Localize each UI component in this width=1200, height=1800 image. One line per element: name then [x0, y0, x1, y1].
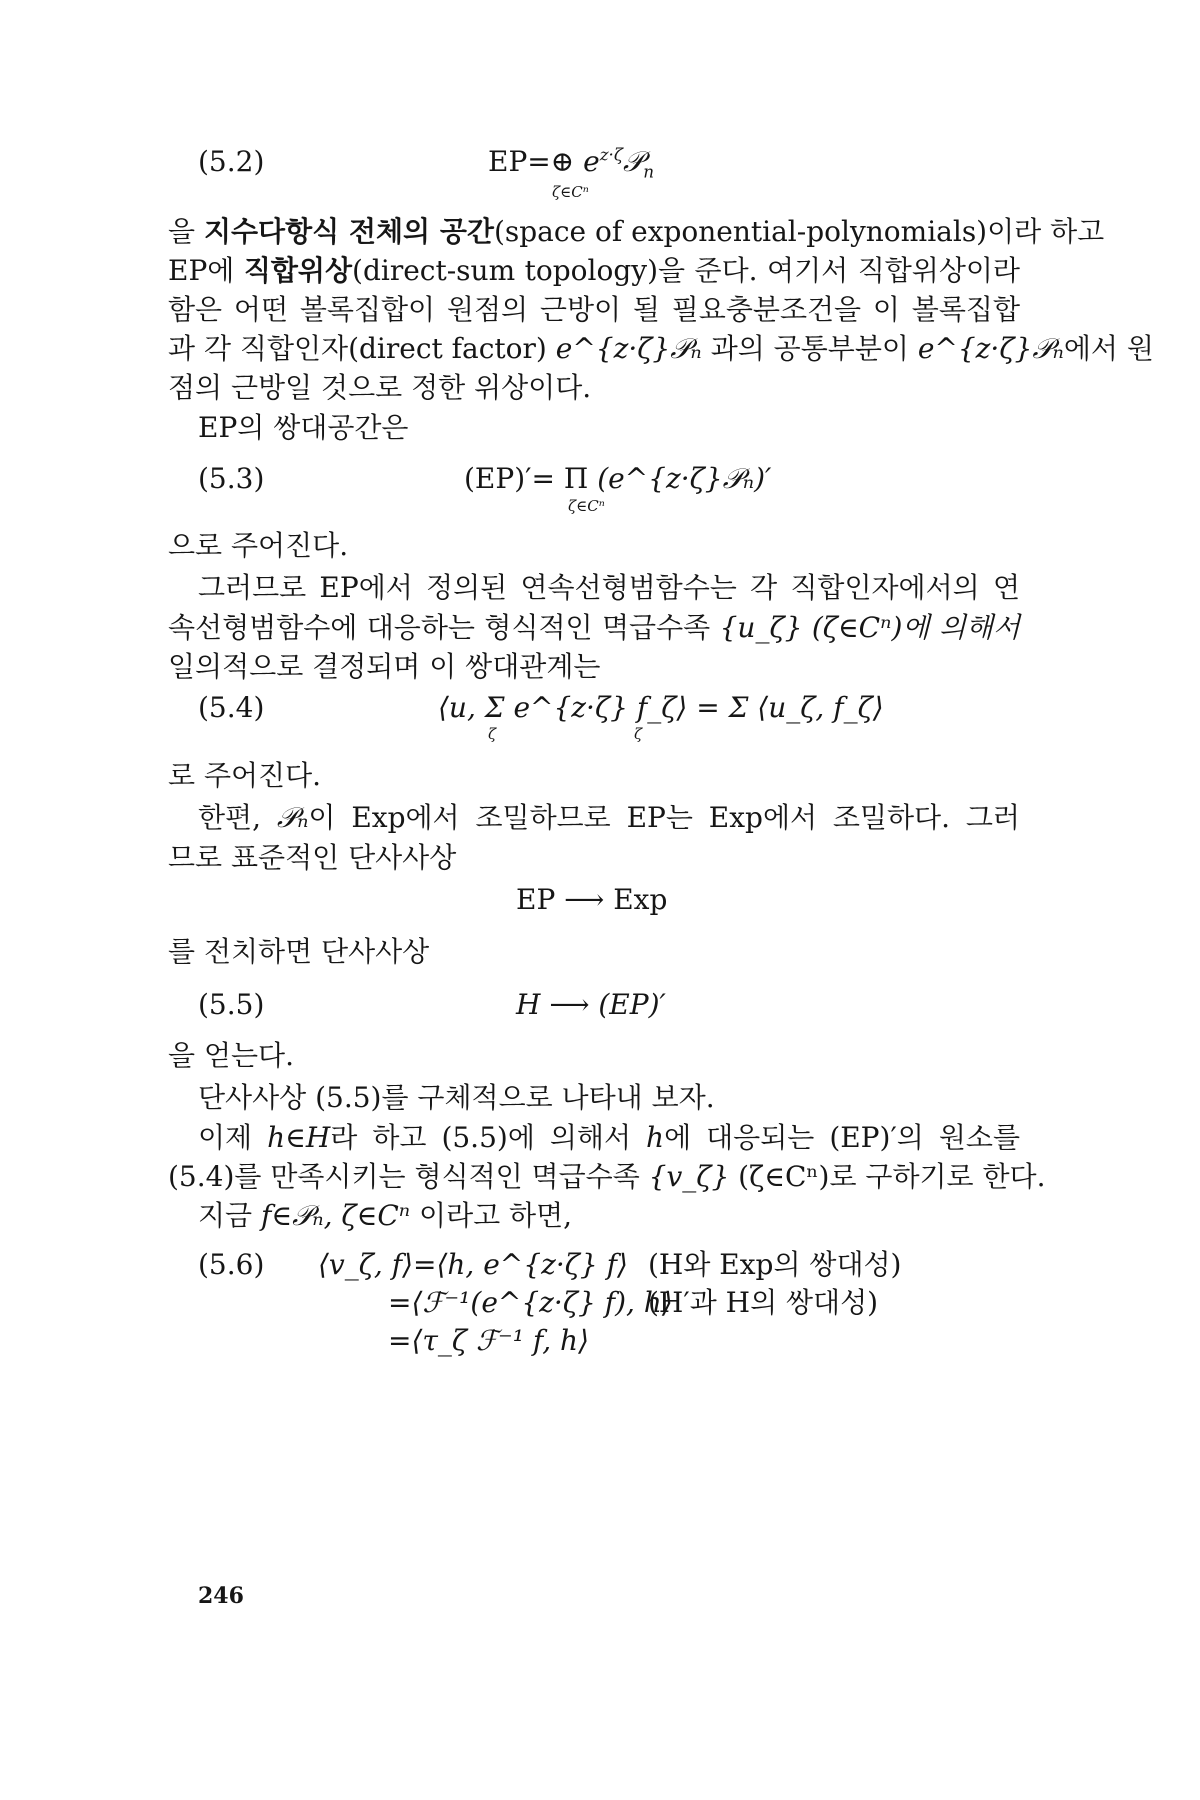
eq-5-6-row1-note: (H와 Exp의 쌍대성): [648, 1248, 902, 1281]
math-inline: e^{z·ζ}𝒫ₙ: [917, 332, 1064, 365]
para4-line2: [168, 1157, 1046, 1197]
para3-line2: 므로 표준적인 단사사상: [168, 841, 457, 874]
obtain-line: 을 얻는다.: [168, 1039, 294, 1072]
text: (ζ∈Cⁿ)에 의해서: [802, 611, 1020, 644]
text: 라 하고 (5.5)에 의해서: [330, 1121, 647, 1154]
math-inline: 𝒫ₙ: [276, 801, 309, 834]
equation-number-5-2: (5.2): [198, 145, 265, 178]
text: 에서 원: [1063, 332, 1154, 365]
eq-5-6-row1: ⟨v_ζ, f⟩=⟨h, e^{z·ζ} f⟩: [318, 1248, 628, 1281]
text: 에 대응되는 (EP)′의 원소를: [664, 1121, 1021, 1154]
equation-number-5-5: (5.5): [198, 988, 265, 1021]
text: 한편,: [198, 801, 277, 834]
text: (e^{z·ζ}𝒫ₙ)′: [597, 462, 772, 495]
eq-5-2-exponent: z·ζ: [599, 144, 623, 165]
equation-number-5-3: (5.3): [198, 462, 265, 495]
math-inline: f∈𝒫ₙ, ζ∈Cⁿ: [261, 1199, 411, 1232]
eq-5-2-subscript: n: [643, 161, 654, 182]
text: (EP)′=: [464, 462, 555, 495]
text: 속선형범함수에 대응하는 형식적인 멱급수족: [168, 611, 720, 644]
eq-5-6-row2-note: (H′과 H의 쌍대성): [648, 1286, 879, 1319]
page-number: 246: [198, 1583, 244, 1609]
text: (direct-sum topology)을 준다. 여기서 직합위상이라: [352, 254, 1020, 287]
eq-5-2-space: 𝒫: [622, 145, 644, 178]
map-ep-exp: EP ⟶ Exp: [516, 883, 668, 916]
text: 과의 공통부분이: [710, 332, 918, 365]
equation-5-2: [488, 142, 654, 182]
text: (ζ∈Cⁿ)로 구하기로 한다.: [729, 1160, 1046, 1193]
equation-number-5-6: (5.6): [198, 1248, 265, 1281]
para1-line3: 함은 어떤 볼록집합이 원점의 근방이 될 필요충분조건을 이 볼록집합: [168, 293, 1020, 326]
text: 과 각 직합인자(direct factor): [168, 332, 556, 365]
para2-line2: [168, 608, 1020, 648]
text: 지금: [198, 1199, 261, 1232]
product-symbol: Π: [563, 462, 589, 495]
para1-line4: [168, 329, 1154, 369]
equation-5-5: H ⟶ (EP)′: [516, 988, 666, 1021]
para2-line3: 일의적으로 결정되며 이 쌍대관계는: [168, 650, 601, 683]
equation-number-5-4: (5.4): [198, 691, 265, 724]
math-inline: {u_ζ}: [719, 611, 803, 644]
concrete-line: 단사사상 (5.5)를 구체적으로 나타내 보자.: [198, 1081, 715, 1114]
eq-5-2-lhs: EP=: [488, 145, 551, 178]
math-inline: e^{z·ζ}𝒫ₙ: [555, 332, 702, 365]
term-exponential-polynomials: 지수다항식 전체의 공간: [203, 215, 494, 248]
term-direct-sum-topology: 직합위상: [243, 254, 353, 287]
para2-line1: 그러므로 EP에서 정의된 연속선형범함수는 각 직합인자에서의 연: [198, 571, 1020, 604]
eq-5-2-index: ζ∈Cⁿ: [552, 183, 589, 201]
direct-sum-symbol: ⊕: [550, 145, 575, 178]
eq-5-2-base: e: [583, 145, 600, 178]
eq-5-6-row3: =⟨τ_ζ ℱ⁻¹ f, h⟩: [388, 1324, 589, 1357]
eq-5-3-index: ζ∈Cⁿ: [568, 497, 605, 515]
math-inline: h: [646, 1121, 665, 1154]
eq-5-6-row2: =⟨ℱ⁻¹(e^{z·ζ} f), h⟩: [388, 1286, 673, 1319]
para1-line2: [168, 251, 1020, 291]
para1-line5: 점의 근방일 것으로 정한 위상이다.: [168, 371, 592, 404]
text: (5.4)를 만족시키는 형식적인 멱급수족: [168, 1160, 649, 1193]
para3-line1: [198, 798, 1020, 838]
para4-line3: [198, 1196, 1020, 1236]
text: 이 Exp에서 조밀하므로 EP는 Exp에서 조밀하다. 그러: [308, 801, 1020, 834]
math-inline: {v_ζ}: [648, 1160, 730, 1193]
eq-5-4-index-right: ζ: [634, 725, 643, 743]
given-line-2: 로 주어진다.: [168, 759, 322, 792]
math-inline: h∈H: [267, 1121, 331, 1154]
text: 을: [168, 215, 204, 248]
text: (space of exponential-polynomials)이라 하고: [493, 215, 1105, 248]
equation-5-4: ⟨u, Σ e^{z·ζ} f_ζ⟩ = Σ ⟨u_ζ, f_ζ⟩: [438, 691, 884, 724]
dual-space-intro: EP의 쌍대공간은: [198, 411, 409, 444]
given-line: 으로 주어진다.: [168, 529, 349, 562]
equation-5-3: [464, 459, 771, 499]
text: 이라고 하면,: [419, 1199, 573, 1232]
transpose-line: 를 전치하면 단사사상: [168, 935, 430, 968]
eq-5-4-index-left: ζ: [488, 725, 497, 743]
para1-line1: [168, 212, 1105, 252]
text: EP에: [168, 254, 244, 287]
text: 이제: [198, 1121, 268, 1154]
para4-line1: [198, 1118, 1020, 1158]
